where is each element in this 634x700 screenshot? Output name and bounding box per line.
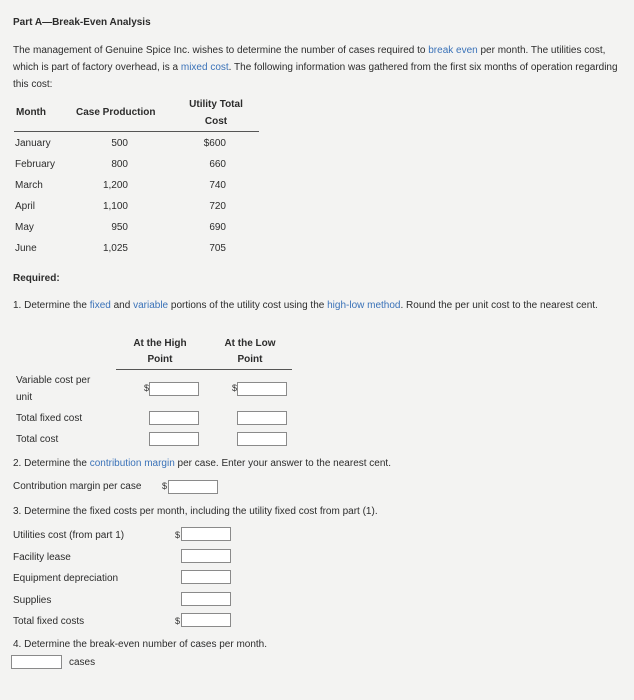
dollar-sign: $ — [144, 383, 150, 393]
row-production: 500 — [111, 138, 128, 149]
row-production: 1,200 — [102, 180, 128, 191]
fixed-cost-item-label: Supplies — [13, 595, 52, 606]
fixed-cost-item-label: Equipment depreciation — [13, 573, 119, 584]
col-header-month: Month — [16, 107, 46, 118]
total-cost-low-input[interactable] — [237, 432, 287, 446]
row-cost: 690 — [209, 222, 226, 233]
row-month: March — [15, 180, 43, 191]
dollar-sign: $ — [175, 616, 181, 626]
intro-paragraph — [13, 42, 623, 93]
supplies-input[interactable] — [181, 592, 231, 606]
col-header-production: Case Production — [76, 107, 156, 118]
fixed-link[interactable]: fixed — [89, 300, 111, 311]
contribution-margin-input[interactable] — [168, 480, 218, 494]
total-fixed-costs-input[interactable] — [181, 613, 231, 627]
fixed-cost-item-label: Total fixed costs — [13, 616, 85, 627]
dollar-sign: $ — [162, 481, 168, 491]
row-month: April — [15, 201, 36, 212]
utilities-cost-input[interactable] — [181, 527, 231, 541]
row-cost: 705 — [209, 243, 226, 254]
variable-cost-label-2: unit — [16, 392, 33, 403]
row-production: 1,100 — [102, 201, 128, 212]
break-even-link[interactable]: break even — [428, 45, 478, 56]
variable-link[interactable]: variable — [133, 300, 169, 311]
section-title: Part A—Break-Even Analysis — [13, 17, 151, 28]
intro-text-1: The management of Genuine Spice Inc. wishes to determine the number of cases required to — [13, 45, 429, 56]
total-cost-high-input[interactable] — [149, 432, 199, 446]
q2-text-1: 2. Determine the — [13, 458, 90, 469]
low-point-header-1: At the Low — [224, 338, 276, 349]
row-cost: $600 — [203, 138, 226, 149]
row-month: February — [15, 159, 56, 170]
fixed-cost-high-input[interactable] — [149, 411, 199, 425]
high-point-header-1: At the High — [133, 338, 187, 349]
variable-cost-low-input[interactable] — [237, 382, 287, 396]
col-header-utility-1: Utility Total — [189, 99, 243, 110]
intro-text-3: . The following information was gathered from the first six months of operation regarding this cost: — [13, 62, 618, 90]
contribution-margin-label: Contribution margin per case — [13, 481, 142, 492]
row-production: 800 — [111, 159, 128, 170]
q1-header-rule — [116, 369, 292, 370]
total-fixed-cost-label: Total fixed cost — [16, 413, 83, 424]
q3-text: 3. Determine the fixed costs per month, including the utility fixed cost from part (1). — [13, 506, 378, 517]
cases-unit-label: cases — [69, 657, 96, 668]
q1-text-2: and — [110, 300, 134, 311]
break-even-cases-input[interactable] — [11, 655, 62, 669]
variable-cost-high-input[interactable] — [149, 382, 199, 396]
q2-text — [13, 458, 391, 469]
low-point-header-2: Point — [237, 354, 263, 365]
dollar-sign: $ — [232, 383, 238, 393]
row-month: June — [15, 243, 37, 254]
row-cost: 660 — [209, 159, 226, 170]
intro-text-2: per month. The utilities cost, which is part of factory overhead, is a — [13, 45, 606, 73]
contribution-margin-link[interactable]: contribution margin — [89, 458, 175, 469]
q1-text-4: . Round the per unit cost to the nearest cent. — [400, 300, 598, 311]
total-cost-label: Total cost — [16, 434, 59, 445]
row-production: 1,025 — [102, 243, 128, 254]
equipment-depreciation-input[interactable] — [181, 570, 231, 584]
q1-text-3: portions of the utility cost using the — [168, 300, 328, 311]
q2-text-2: per case. Enter your answer to the nearest cent. — [174, 458, 391, 469]
q1-text — [13, 297, 623, 314]
q4-text: 4. Determine the break-even number of cases per month. — [13, 639, 268, 650]
facility-lease-input[interactable] — [181, 549, 231, 563]
row-production: 950 — [111, 222, 128, 233]
row-cost: 740 — [209, 180, 226, 191]
high-point-header-2: Point — [147, 354, 173, 365]
row-month: May — [15, 222, 34, 233]
required-label: Required: — [13, 273, 60, 284]
dollar-sign: $ — [175, 530, 181, 540]
col-header-utility-2: Cost — [204, 116, 228, 127]
row-month: January — [15, 138, 51, 149]
fixed-cost-item-label: Utilities cost (from part 1) — [13, 530, 125, 541]
fixed-cost-low-input[interactable] — [237, 411, 287, 425]
high-low-method-link[interactable]: high-low method — [327, 300, 401, 311]
table-header-rule — [14, 131, 259, 132]
fixed-cost-item-label: Facility lease — [13, 552, 71, 563]
mixed-cost-link[interactable]: mixed cost — [180, 62, 229, 73]
row-cost: 720 — [209, 201, 226, 212]
q1-text-1: 1. Determine the — [13, 300, 90, 311]
variable-cost-label-1: Variable cost per — [16, 375, 91, 386]
